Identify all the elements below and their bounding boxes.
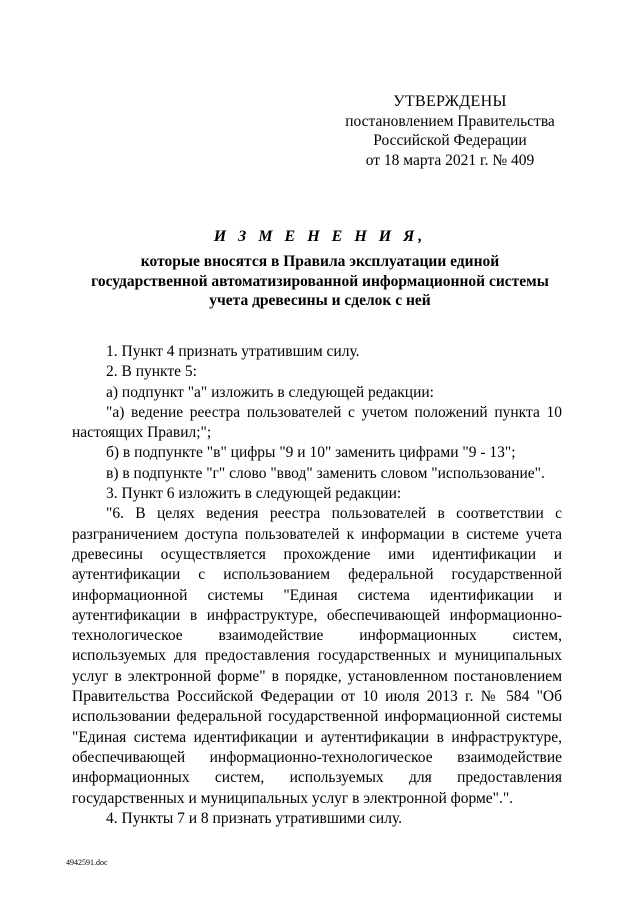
paragraph-4: "а) ведение реестра пользователей с учетом положений пункта 10 настоящих Правил;"; <box>72 403 562 442</box>
approval-line-date-number: от 18 марта 2021 г. № 409 <box>365 151 535 169</box>
title-subtitle-line-3: учета древесины и сделок с ней <box>209 292 431 309</box>
approval-line-resolution: постановлением Правительства <box>345 112 555 130</box>
title-heading: И З М Е Н Е Н И Я, <box>213 228 427 245</box>
approval-stamp <box>320 92 580 170</box>
paragraph-5: б) в подпункте "в" цифры "9 и 10" заменить цифрами "9 - 13"; <box>106 444 516 462</box>
document-title <box>60 228 580 311</box>
approval-line-government: Российской Федерации <box>373 132 527 149</box>
title-subtitle-line-2: государственной автоматизированной информационной системы <box>91 272 549 290</box>
paragraph-1: 1. Пункт 4 признать утратившим силу. <box>106 343 360 360</box>
footer-file-name: 4942591.doc <box>66 858 108 867</box>
approval-title: УТВЕРЖДЕНЫ <box>393 93 507 110</box>
paragraph-7: 3. Пункт 6 изложить в следующей редакции: <box>106 485 402 503</box>
document-body <box>72 342 562 829</box>
paragraph-2: 2. В пункте 5: <box>106 363 197 381</box>
paragraph-3: а) подпункт "а" изложить в следующей редакции: <box>106 383 434 401</box>
paragraph-8: "6. В целях ведения реестра пользователей в соответствии с разграничением доступа пользователей к информации в системе учета древесины осуществляется прохождение ими идентификации и аутентификации с использованием федеральной государственной информационной системы "Единая система идентификации и аутентификации в инфраструктуре, обеспечивающей информационно-технологическое взаимодействие информационных систем, используемых для предоставления государственных и муниципальных услуг в электронной форме" в порядке, установленном постановлением Правительства Российской Федерации от 10 июля 2013 г. № 584 "Об использовании федеральной государственной информационной системы "Единая система идентификации и аутентификации в инфраструктуре, обеспечивающей информационно-технологическое взаимодействие информационных систем, используемых для предоставления государственных и муниципальных услуг в электронной форме".". <box>72 505 562 807</box>
title-subtitle-line-1: которые вносятся в Правила эксплуатации единой <box>140 253 500 270</box>
paragraph-9: 4. Пункты 7 и 8 признать утратившими силу. <box>106 809 403 827</box>
paragraph-6: в) в подпункте "г" слово "ввод" заменить словом "использование". <box>106 464 545 482</box>
